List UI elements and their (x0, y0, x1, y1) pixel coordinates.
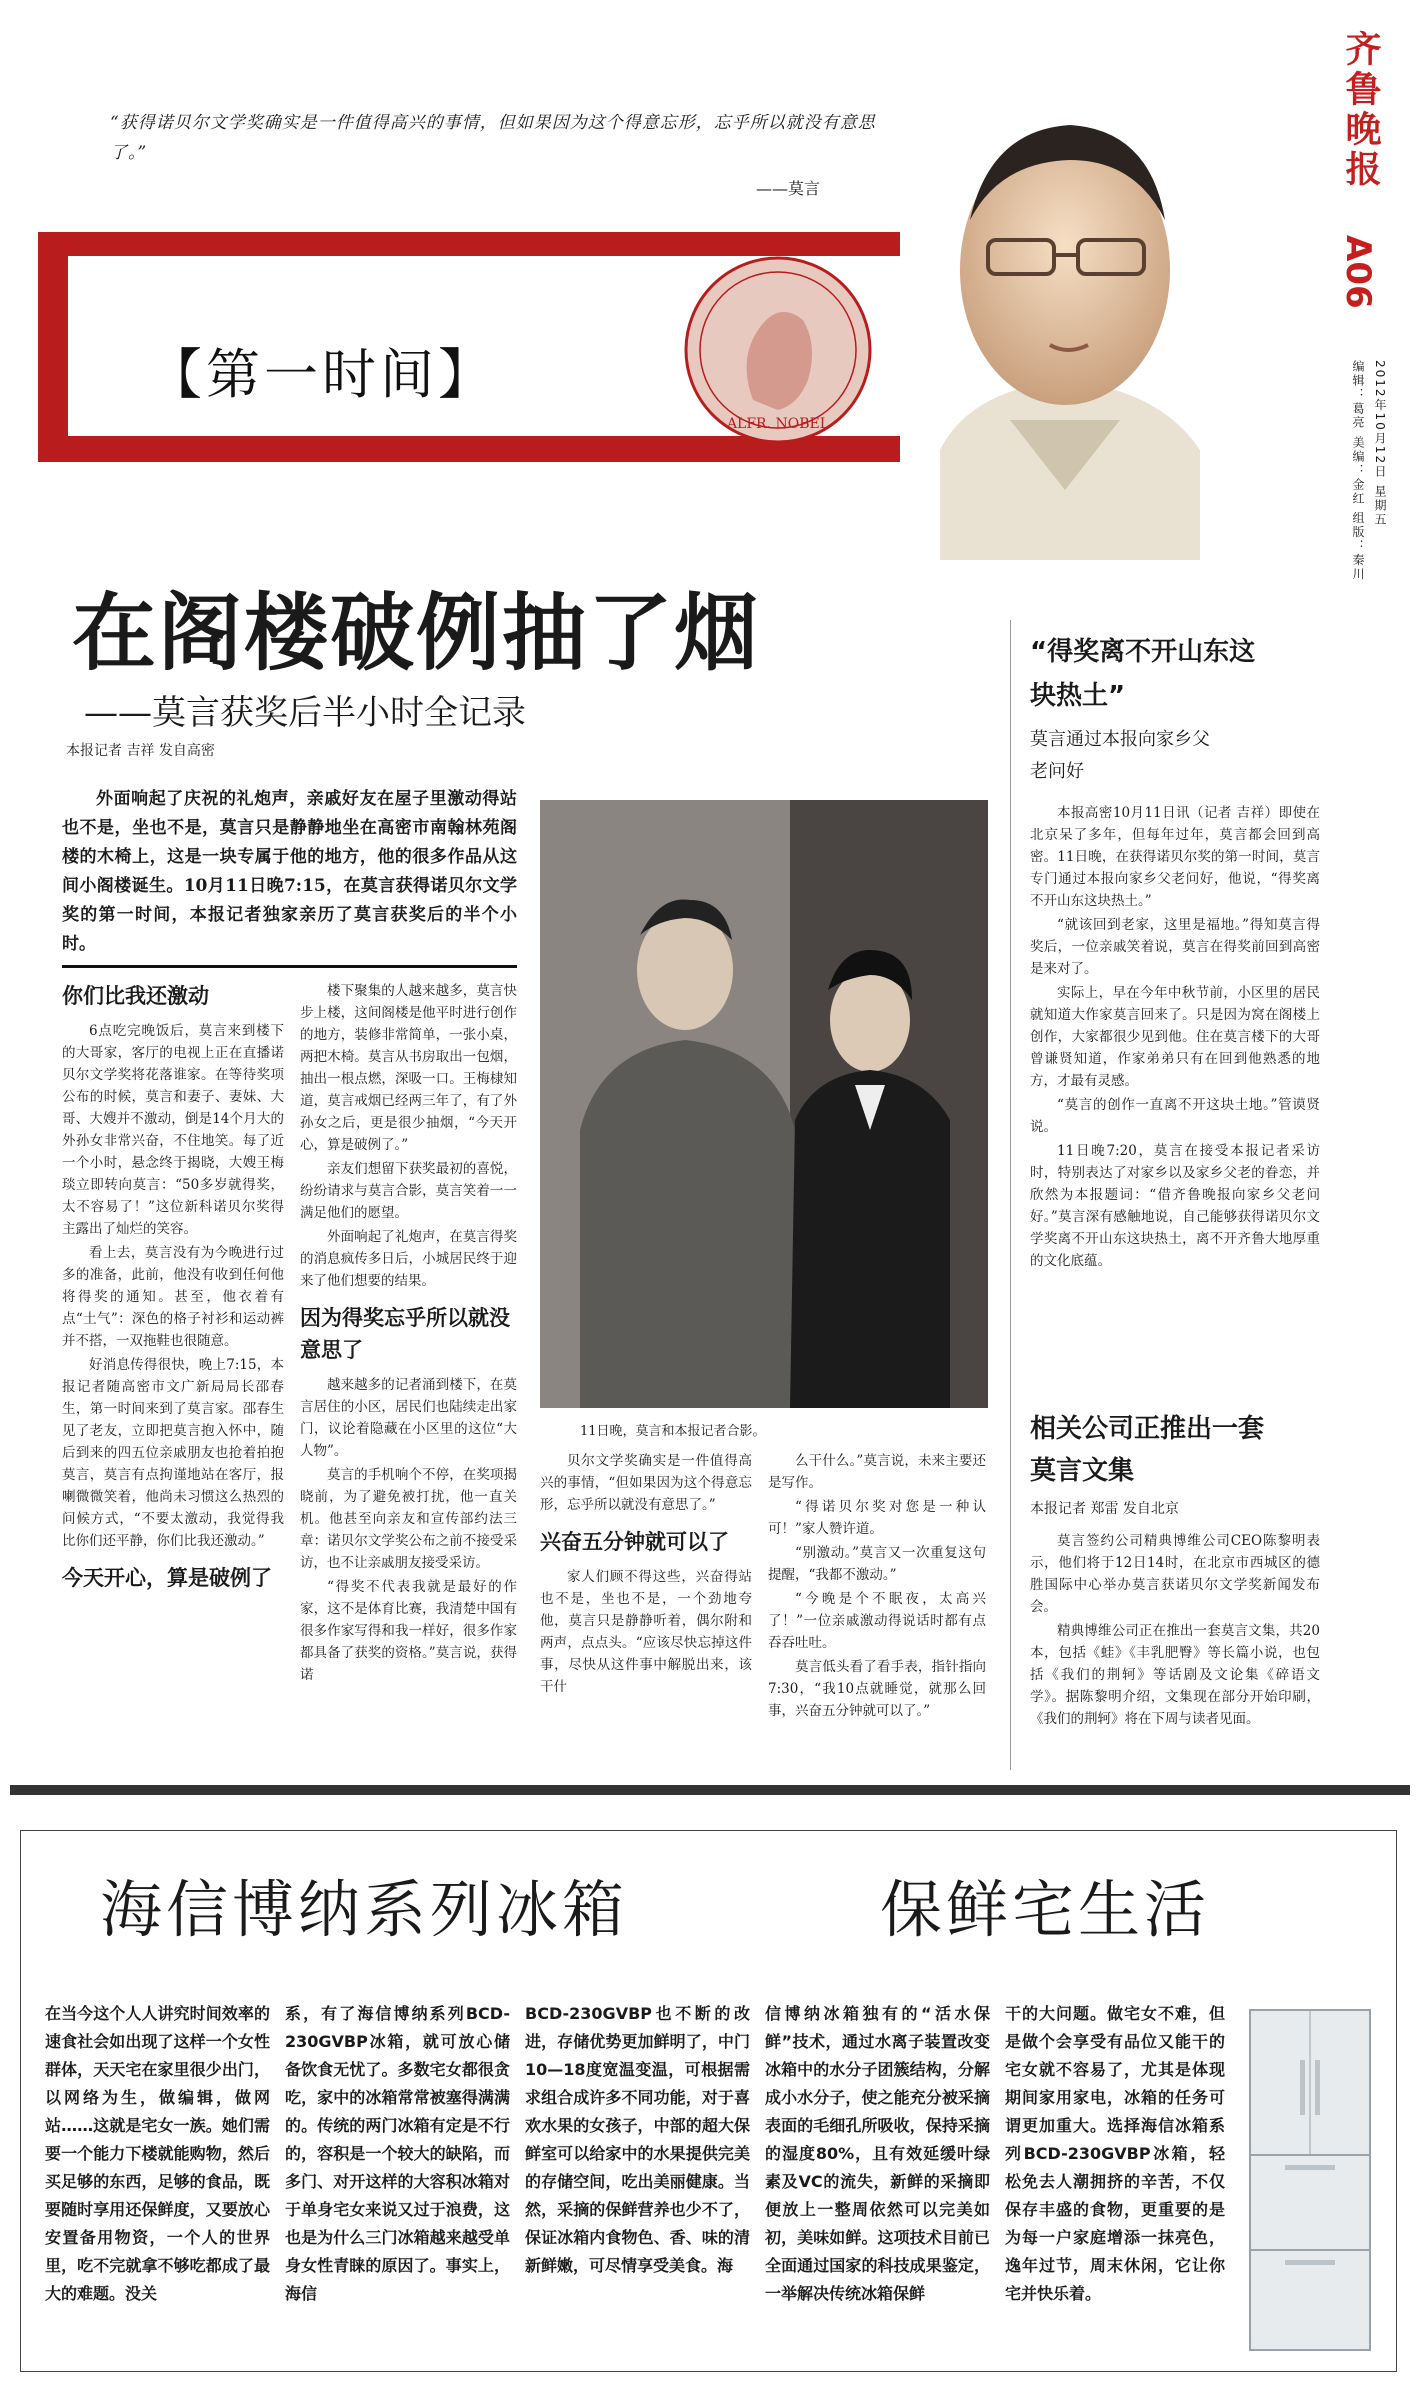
article-col-2 (300, 980, 517, 1770)
side2-paragraph: 莫言签约公司精典博维公司CEO陈黎明表示，他们将于12日14时，在北京市西城区的德胜国际中心举办莫言获诺贝尔文学奖新闻发布会。 (1030, 1533, 1320, 1615)
ad-column: 干的大问题。做宅女不难，但是做个会享受有品位又能干的宅女就不容易了，尤其是体现期间家用家电，冰箱的任务可谓更加重大。选择海信冰箱系列BCD-230GVBP冰箱，轻松免去人潮拥挤的辛苦，不仅保存丰盛的食物，更重要的是为每一户家庭增添一抹亮色，逸年过节，周末休闲，它让你宅并快乐着。 (1005, 2004, 1225, 2303)
medal-inscription: ALFR. NOBEL (726, 416, 830, 432)
article-col-3 (540, 1450, 752, 1770)
col2-paragraph: 外面响起了礼炮声，在莫言得奖的消息疯传多日后，小城居民终于迎来了他们想要的结果。 (300, 1229, 517, 1289)
side1-title: “得奖离不开山东这块热土” (1030, 637, 1256, 711)
col2-paragraph: 越来越多的记者涌到楼下，在莫言居住的小区，居民们也陆续走出家门，议论着隐藏在小区里的这位“大人物”。 (300, 1377, 517, 1459)
col4-paragraph: “今晚是个不眠夜，太高兴了！”一位亲戚激动得说话时都有点吞吞吐吐。 (768, 1591, 986, 1651)
article-col-1 (62, 980, 284, 1770)
col1-paragraph: 看上去，莫言没有为今晚进行过多的准备，此前，他没有收到任何他将得奖的通知。甚至，他衣着有点“土气”：深色的格子衬衫和运动裤并不搭，一双拖鞋也很随意。 (62, 1245, 284, 1349)
sidebar-story-1 (1030, 630, 1320, 1400)
quote-text: “获得诺贝尔文学奖确实是一件值得高兴的事情，但如果因为这个得意忘形，忘乎所以就没有意思了。” (110, 113, 876, 163)
ad-column: 信博纳冰箱独有的“活水保鲜”技术，通过水离子装置改变冰箱中的水分子团簇结构，分解成小水分子，使之能充分被采摘表面的毛细孔所吸收，保持采摘的湿度80%，且有效延缓叶绿素及VC的流失，新鲜的采摘即便放上一整周依然可以完美如初，美味如鲜。这项技术目前已全面通过国家的科技成果鉴定，一举解决传统冰箱保鲜 (765, 2004, 990, 2303)
col1-subhead: 你们比我还激动 (62, 984, 209, 1008)
side1-paragraph: 11日晚7:20，莫言在接受本报记者采访时，特别表达了对家乡以及家乡父老的眷恋，并欣然为本报题词：“借齐鲁晚报向家乡父老问好。”莫言深有感触地说，自己能够获得诺贝尔文学奖离不开山东这块热土，离不开齐鲁大地厚重的文化底蕴。 (1030, 1143, 1320, 1269)
ad-column: 在当今这个人人讲究时间效率的速食社会如出现了这样一个女性群体，天天宅在家里很少出门，以网络为生，做编辑，做网站……这就是宅女一族。她们需要一个能力下楼就能购物，然后买足够的东西，足够的食品，既要随时享用还保鲜度，又要放心安置备用物资，一个人的世界里，吃不完就拿不够吃都成了最大的难题。没关 (45, 2004, 270, 2303)
sidebar-divider (1010, 620, 1011, 1770)
editor-credits: 编辑：葛亮 美编：金红 组版：秦川 (1351, 360, 1365, 582)
nobel-medal-icon (658, 250, 898, 450)
col3-subhead: 兴奋五分钟就可以了 (540, 1530, 729, 1554)
masthead (1330, 30, 1400, 630)
group-photo (540, 800, 988, 1408)
col4-paragraph: “得诺贝尔奖对您是一种认可！”家人赞许道。 (768, 1499, 986, 1537)
col2-subhead: 因为得奖忘乎所以就没意思了 (300, 1306, 510, 1362)
ad-headline-left: 海信博纳系列冰箱 (100, 1873, 629, 1946)
col3-paragraph: 贝尔文学奖确实是一件值得高兴的事情，“但如果因为这个得意忘形，忘乎所以就没有意思了。” (540, 1453, 752, 1513)
side2-byline: 本报记者 郑雷 发自北京 (1030, 1501, 1179, 1517)
author-portrait (900, 90, 1230, 560)
col2-paragraph: 莫言的手机响个不停，在奖项揭晓前，为了避免被打扰，他一直关机。他甚至向亲友和宣传部约法三章：诺贝尔文学奖公布之前不接受采访，也不让亲戚朋友接受采访。 (300, 1467, 517, 1571)
photo-caption: 11日晚，莫言和本报记者合影。 (580, 1424, 766, 1439)
subheadline: ——莫言获奖后半小时全记录 (84, 693, 526, 733)
byline: 本报记者 吉祥 发自高密 (66, 743, 215, 759)
side2-title: 相关公司正推出一套莫言文集 (1030, 1414, 1265, 1486)
side1-subtitle: 莫言通过本报向家乡父老问好 (1030, 729, 1210, 782)
col4-paragraph: “别激动。”莫言又一次重复这句提醒，“我都不激动。” (768, 1545, 986, 1583)
side1-paragraph: “就该回到老家，这里是福地。”得知莫言得奖后，一位亲戚笑着说，莫言在得奖前回到高密是来对了。 (1030, 917, 1320, 977)
side1-paragraph: 本报高密10月11日讯（记者 吉祥）即使在北京呆了多年，但每年过年，莫言都会回到高密。11日晚，在获得诺贝尔奖的第一时间，莫言专门通过本报向家乡父老问好，他说，“得奖离不开山东这块热土。” (1030, 805, 1320, 909)
side2-paragraph: 精典博维公司正在推出一套莫言文集，共20本，包括《蛙》《丰乳肥臀》等长篇小说，也包括《我们的荆轲》等话剧及文论集《碎语文学》。据陈黎明介绍，文集现在部分开始印刷，《我们的荆轲》将在下周与读者见面。 (1030, 1623, 1320, 1727)
col1-subhead-2: 今天开心，算是破例了 (62, 1566, 272, 1590)
col2-paragraph: “得奖不代表我就是最好的作家，这不是体育比赛，我清楚中国有很多作家写得和我一样好，很多作家都具备了获奖的资格。”莫言说，获得诺 (300, 1579, 517, 1683)
ad-column: 系，有了海信博纳系列BCD-230GVBP冰箱，就可放心储备饮食无忧了。多数宅女都很贪吃，家中的冰箱常常被塞得满满的。传统的两门冰箱有定是不行的，容积是一个较大的缺陷，而多门、对开这样的大容积冰箱对于单身宅女来说又过于浪费，这也是为什么三门冰箱越来越受单身女性青睐的原因了。事实上，海信 (285, 2004, 510, 2303)
sidebar-story-2 (1030, 1408, 1320, 1770)
ad-column: BCD-230GVBP也不断的改进，存储优势更加鲜明了，中门10—18度宽温变温，可根据需求组合成许多不同功能，对于喜欢水果的女孩子，中部的超大保鲜室可以给家中的水果提供完美的存储空间，吃出美丽健康。当然，采摘的保鲜营养也少不了，保证冰箱内食物色、香、味的清新鲜嫩，可尽情享受美食。海 (525, 2004, 750, 2275)
col2-paragraph: 楼下聚集的人越来越多，莫言快步上楼，这间阁楼是他平时进行创作的地方，装修非常简单，一张小桌，两把木椅。莫言从书房取出一包烟，抽出一根点燃，深吸一口。王梅棣知道，莫言戒烟已经两三年了，有了外孙女之后，更是很少抽烟，“今天开心，算是破例了。” (300, 983, 517, 1153)
page-number: A06 (1338, 235, 1378, 309)
col1-paragraph: 好消息传得很快，晚上7:15，本报记者随高密市文广新局局长邵春生，第一时间来到了莫言家。邵春生见了老友，立即把莫言抱入怀中，随后到来的四五位亲戚朋友也抢着拍抱莫言，莫言有点拘谨地站在客厅，报喇微微笑着，他尚未习惯这么热烈的问候方式，“不要太激动，我觉得我比你们还平静，你们比我还激动。” (62, 1357, 284, 1549)
side1-paragraph: “莫言的创作一直离不开这块土地。”管谟贤说。 (1030, 1097, 1320, 1135)
article-col-4 (768, 1450, 986, 1770)
lead-paragraph-box (62, 785, 517, 965)
headline: 在阁楼破例抽了烟 (72, 584, 761, 682)
quote-block (110, 108, 900, 199)
section-title: 【第一时间】 (148, 343, 496, 406)
col3-paragraph: 家人们顾不得这些，兴奋得站也不是，坐也不是，一个劲地夸他，莫言只是静静听着，偶尔附和两声，点点头。“应该尽快忘掉这件事，尽快从这件事中解脱出来，该干什 (540, 1569, 752, 1695)
quote-author: ——莫言 (755, 179, 820, 198)
lead-paragraph: 外面响起了庆祝的礼炮声，亲戚好友在屋子里激动得站也不是，坐也不是，莫言只是静静地坐在高密市南翰林苑阁楼的木椅上，这是一块专属于他的地方，他的很多作品从这间小阁楼诞生。10月11日晚7:15，在莫言获得诺贝尔文学奖的第一时间，本报记者独家亲历了莫言获奖后的半个小时。 (62, 789, 517, 954)
side1-paragraph: 实际上，早在今年中秋节前，小区里的居民就知道大作家莫言回来了。只是因为窝在阁楼上创作，大家都很少见到他。住在莫言楼下的大哥曾谦贤知道，作家弟弟只有在回到他熟悉的地方，才最有灵感。 (1030, 985, 1320, 1089)
col4-paragraph: 么干什么。”莫言说，未来主要还是写作。 (768, 1453, 986, 1491)
ad-separator (10, 1785, 1410, 1795)
paper-name: 齐鲁晚报 (1340, 30, 1382, 190)
ad-headline-right: 保鲜宅生活 (880, 1873, 1211, 1946)
col4-paragraph: 莫言低头看了看手表，指针指向7:30，“我10点就睡觉，就那么回事，兴奋五分钟就可以了。” (768, 1659, 986, 1719)
issue-date: 2012年10月12日 星期五 (1373, 360, 1387, 527)
col1-paragraph: 6点吃完晚饭后，莫言来到楼下的大哥家，客厅的电视上正在直播诺贝尔文学奖将花落谁家。在等待奖项公布的时候，莫言和妻子、妻妹、大哥、大嫂并不激动，倒是14个月大的外孙女非常兴奋，不住地笑。每了近一个小时，悬念终于揭晓，大嫂王梅琰立即转向莫言：“50多岁就得奖，太不容易了！”这位新科诺贝尔奖得主露出了灿烂的笑容。 (62, 1023, 284, 1237)
col2-paragraph: 亲友们想留下获奖最初的喜悦，纷纷请求与莫言合影，莫言笑着一一满足他们的愿望。 (300, 1161, 517, 1221)
lead-rule (62, 965, 517, 968)
refrigerator-image (1245, 2005, 1375, 2355)
